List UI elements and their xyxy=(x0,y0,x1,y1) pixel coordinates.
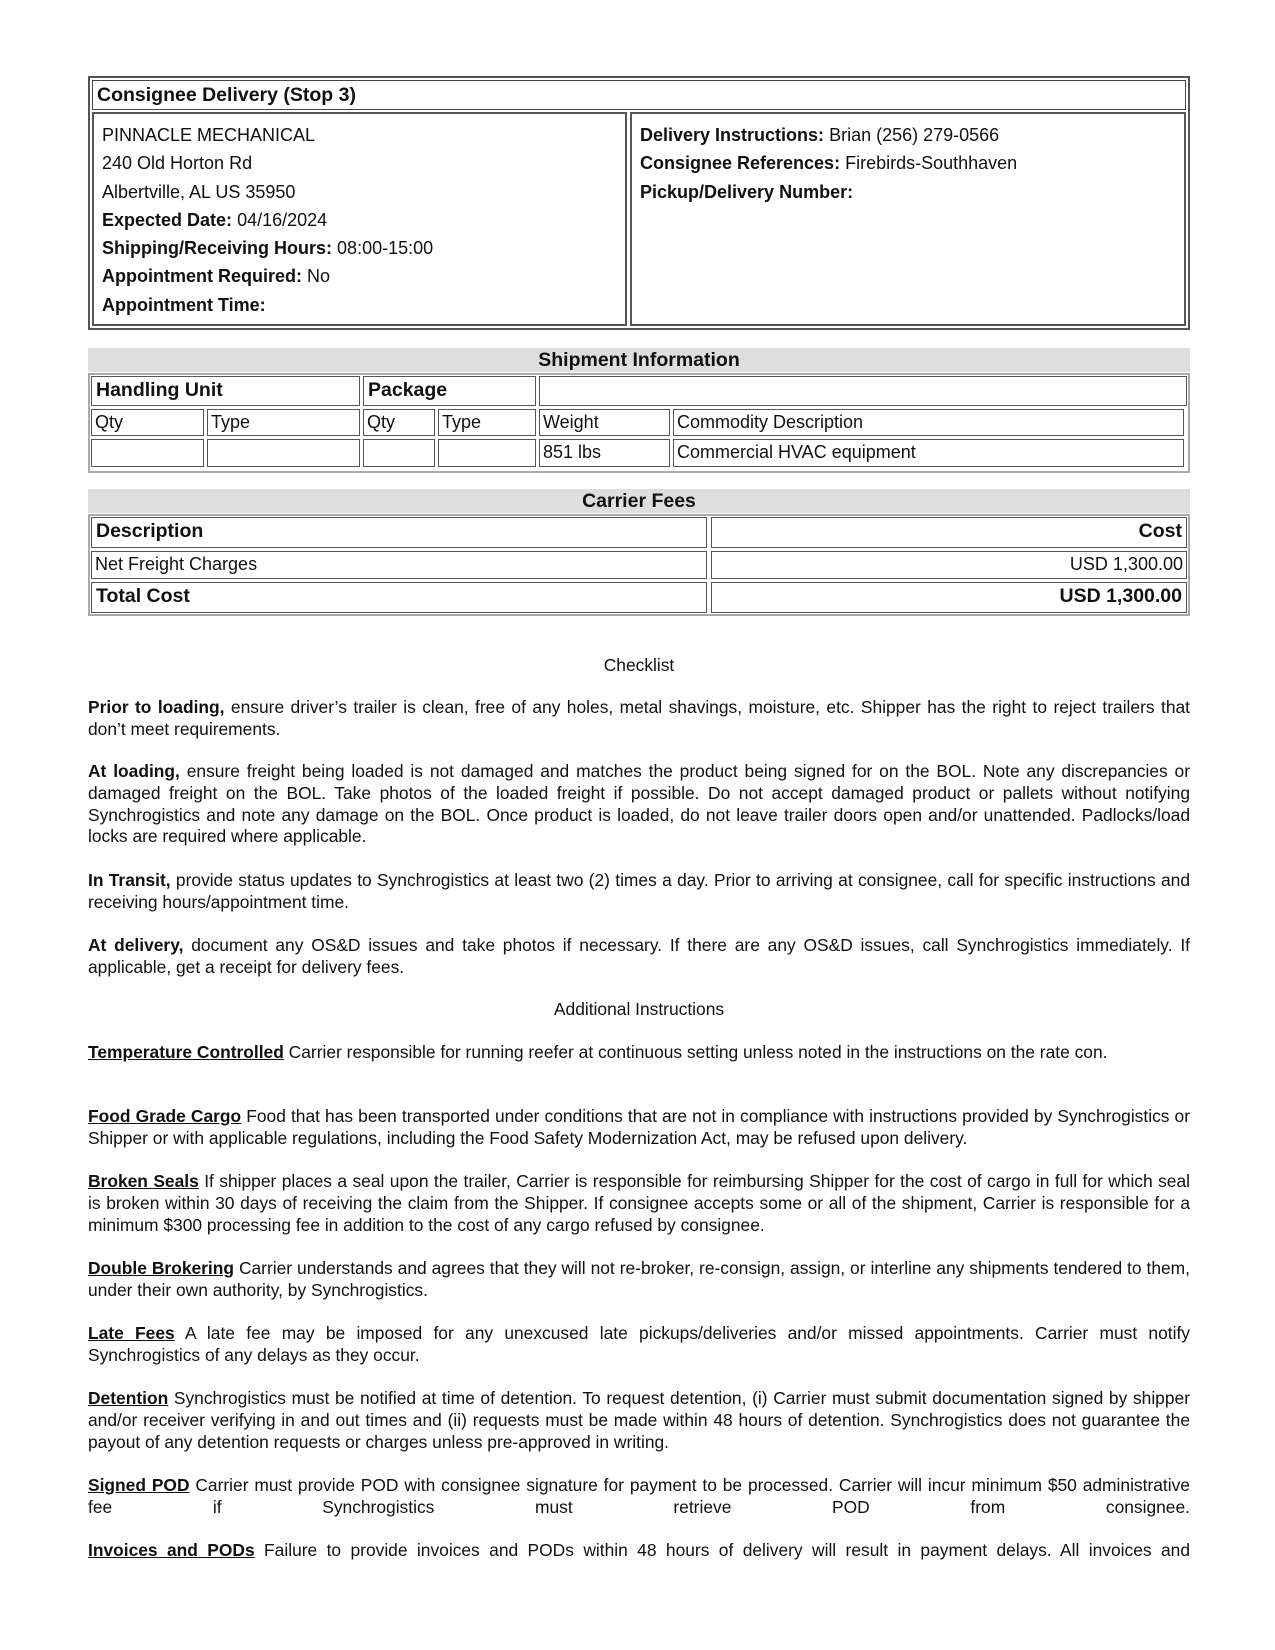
handling-unit-header: Handling Unit xyxy=(91,376,360,406)
instruction-item-heading: Late Fees xyxy=(88,1323,175,1343)
instruction-item-heading: Invoices and PODs xyxy=(88,1540,255,1560)
instruction-item-text: If shipper places a seal upon the trailer, Carrier is responsible for reimbursing Shipper for the cost of cargo in full for which seal is broken within 30 days of receiving the claim from the Shipper. If consignee accepts some or all of the shipment, Carrier is responsible for a minimum $300 processing fee in addition to the cost of any cargo refused by consignee. xyxy=(88,1171,1190,1235)
total-cost-label: Total Cost xyxy=(91,582,707,613)
instruction-item xyxy=(88,1106,1190,1150)
fees-cost-header: Cost xyxy=(711,517,1187,548)
checklist-item-lead: At loading, xyxy=(88,761,180,781)
appointment-required-row xyxy=(102,262,617,290)
checklist-item-lead: Prior to loading, xyxy=(88,697,225,717)
instruction-item-heading: Double Brokering xyxy=(88,1258,235,1278)
appointment-required-value: No xyxy=(307,266,331,287)
instruction-item-heading: Signed POD xyxy=(88,1475,190,1495)
instruction-item-heading: Food Grade Cargo xyxy=(88,1106,242,1126)
checklist-title: Checklist xyxy=(603,655,675,675)
consignee-references-row xyxy=(640,149,1176,177)
checklist-item-lead: In Transit, xyxy=(88,870,171,890)
hours-value: 08:00-15:00 xyxy=(337,238,434,259)
shipment-info-title: Shipment Information xyxy=(88,348,1190,372)
instruction-item-text: A late fee may be imposed for any unexcused late pickups/deliveries and/or missed appointments. Carrier must notify Synchrogistics of any delays as they occur. xyxy=(88,1323,1190,1365)
col-hu-type: Type xyxy=(207,409,360,436)
consignee-references-label: Consignee References: xyxy=(640,153,841,174)
instruction-item xyxy=(88,1388,1190,1453)
checklist-item-text: document any OS&D issues and take photos if necessary. If there are any OS&D issues, call Synchrogistics immediately. If applicable, get a receipt for delivery fees. xyxy=(88,935,1190,977)
consignee-header: Consignee Delivery (Stop 3) xyxy=(92,80,1186,110)
instruction-item-text: Carrier understands and agrees that they will not re-broker, re-consign, assign, or interline any shipments tendered to them, under their own authority, by Synchrogistics. xyxy=(88,1258,1190,1300)
row-hu-qty xyxy=(91,439,204,467)
consignee-address-line1: 240 Old Horton Rd xyxy=(102,153,253,174)
pickup-number-row xyxy=(640,178,1176,206)
pickup-number-label: Pickup/Delivery Number: xyxy=(640,181,854,202)
appointment-required-label: Appointment Required: xyxy=(102,266,302,287)
instruction-item xyxy=(88,1323,1190,1367)
fees-description-header: Description xyxy=(91,517,707,548)
checklist-item xyxy=(88,761,1190,848)
expected-date-row xyxy=(102,206,617,234)
col-commodity: Commodity Description xyxy=(673,409,1184,436)
fee-line-cost: USD 1,300.00 xyxy=(711,551,1187,579)
col-pkg-qty: Qty xyxy=(363,409,435,436)
instruction-item-text: Carrier responsible for running reefer at continuous setting unless noted in the instructions on the rate con. xyxy=(283,1042,1108,1062)
checklist-item xyxy=(88,935,1190,979)
consignee-instructions-panel xyxy=(630,112,1186,326)
checklist-item-lead: At delivery, xyxy=(88,935,184,955)
delivery-instructions-row xyxy=(640,121,1176,149)
checklist-item-text: provide status updates to Synchrogistics at least two (2) times a day. Prior to arriving at consignee, call for specific instructions and receiving hours/appointment time. xyxy=(88,870,1190,912)
instruction-item xyxy=(88,1171,1190,1236)
hours-row xyxy=(102,234,617,262)
consignee-address-line2: Albertville, AL US 35950 xyxy=(102,181,296,202)
package-header: Package xyxy=(363,376,536,406)
instruction-item xyxy=(88,1540,1190,1562)
instruction-item-heading: Temperature Controlled xyxy=(88,1042,284,1062)
instruction-item xyxy=(88,1475,1190,1519)
additional-instructions-title: Additional Instructions xyxy=(553,999,725,1019)
row-pkg-qty xyxy=(363,439,435,467)
fee-line-description: Net Freight Charges xyxy=(91,551,707,579)
instruction-item-text: Food that has been transported under conditions that are not in compliance with instructions provided by Synchrogistics or Shipper or with applicable regulations, including the Food Safety Modernization Act, may be refused upon delivery. xyxy=(88,1106,1190,1148)
checklist-item xyxy=(88,870,1190,914)
checklist-item xyxy=(88,697,1190,741)
expected-date-label: Expected Date: xyxy=(102,209,233,230)
instruction-item-text: Carrier must provide POD with consignee signature for payment to be processed. Carrier will incur minimum $50 administrative fee if Synchrogistics must retrieve POD from consignee. xyxy=(88,1475,1190,1517)
instruction-item xyxy=(88,1042,1190,1064)
consignee-address-panel xyxy=(92,112,627,326)
delivery-instructions-value: Brian (256) 279-0566 xyxy=(829,125,1000,145)
checklist-item-text: ensure driver’s trailer is clean, free of any holes, metal shavings, moisture, etc. Shipper has the right to reject trailers that don’t meet requirements. xyxy=(88,697,1191,739)
instruction-item-text: Failure to provide invoices and PODs within 48 hours of delivery will result in payment delays. All invoices and xyxy=(254,1540,1190,1560)
expected-date-value: 04/16/2024 xyxy=(237,209,328,230)
col-hu-qty: Qty xyxy=(91,409,204,436)
instruction-item xyxy=(88,1258,1190,1302)
instruction-item-heading: Detention xyxy=(88,1388,169,1408)
row-weight: 851 lbs xyxy=(539,439,670,467)
instruction-item-text: Synchrogistics must be notified at time of detention. To request detention, (i) Carrier must submit documentation signed by shipper and/or receiver verifying in and out times and (ii) requests must be made within 48 hours of detention. Synchrogistics does not guarantee the payout of any detention requests or charges unless pre-approved in writing. xyxy=(88,1388,1190,1452)
appointment-time-row xyxy=(102,291,617,319)
total-cost-value: USD 1,300.00 xyxy=(711,582,1187,613)
delivery-instructions-label: Delivery Instructions: xyxy=(640,125,825,145)
col-weight: Weight xyxy=(539,409,670,436)
consignee-references-value: Firebirds-Southhaven xyxy=(845,153,1018,174)
col-pkg-type: Type xyxy=(438,409,536,436)
row-commodity: Commercial HVAC equipment xyxy=(673,439,1184,467)
hours-label: Shipping/Receiving Hours: xyxy=(102,238,333,259)
appointment-time-label: Appointment Time: xyxy=(102,294,266,315)
shipment-header-blank xyxy=(539,376,1187,406)
carrier-fees-title: Carrier Fees xyxy=(88,489,1190,513)
consignee-name: PINNACLE MECHANICAL xyxy=(102,125,316,145)
row-hu-type xyxy=(207,439,360,467)
instruction-item-heading: Broken Seals xyxy=(88,1171,199,1191)
row-pkg-type xyxy=(438,439,536,467)
checklist-item-text: ensure freight being loaded is not damaged and matches the product being signed for on the BOL. Note any discrepancies or damaged freight on the BOL. Take photos of the loaded freight if possible. Do not accept damaged product or pallets without notifying Synchrogistics and note any damage on the BOL. Once product is loaded, do not leave trailer doors open and/or unattended. Padlocks/load locks are required where applicable. xyxy=(88,761,1191,847)
